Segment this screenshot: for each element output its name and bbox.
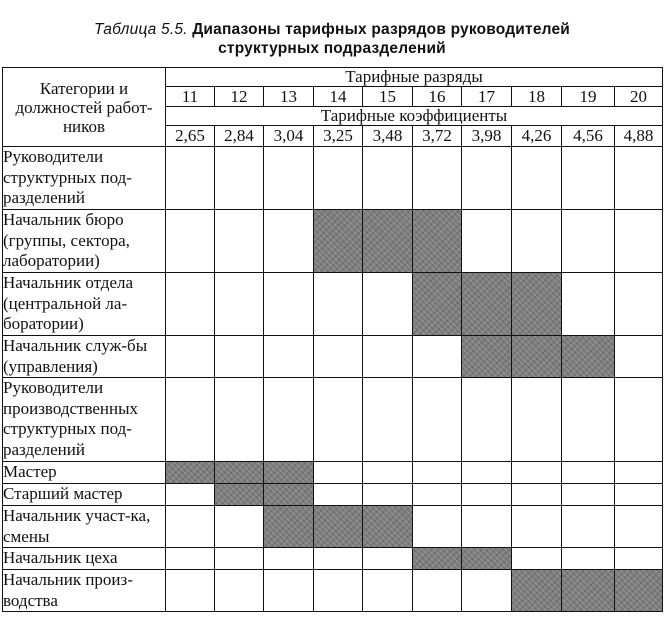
grade-range-cell	[166, 462, 215, 484]
role-label: Начальник цеха	[3, 548, 166, 570]
coefficient-grade-13: 3,04	[264, 126, 314, 147]
grade-cell	[462, 570, 512, 612]
grade-cell	[512, 378, 562, 462]
grade-cell	[562, 548, 615, 570]
grade-cell	[166, 273, 215, 336]
grade-cell	[166, 147, 215, 210]
grade-cell	[314, 484, 363, 506]
grade-cell	[562, 210, 615, 273]
coefficients-header: Тарифные коэффициенты	[166, 107, 663, 126]
grade-cell	[314, 462, 363, 484]
grade-cell	[462, 378, 512, 462]
grade-cell	[562, 378, 615, 462]
table-row	[3, 506, 663, 548]
grade-cell	[363, 548, 413, 570]
grade-cell	[363, 484, 413, 506]
grade-range-cell	[363, 506, 413, 548]
grade-cell	[462, 147, 512, 210]
grade-cell	[562, 506, 615, 548]
grade-cell	[363, 570, 413, 612]
grade-cell	[413, 506, 462, 548]
grade-cell	[615, 336, 663, 378]
grade-cell	[215, 336, 264, 378]
grade-range-cell	[413, 273, 462, 336]
table-row	[3, 336, 663, 378]
grades-header: Тарифные разряды	[166, 68, 663, 87]
grade-cell	[615, 548, 663, 570]
grade-cell	[462, 484, 512, 506]
coefficient-grade-12: 2,84	[215, 126, 264, 147]
grade-cell	[413, 570, 462, 612]
grade-cell	[264, 147, 314, 210]
grade-range-cell	[264, 506, 314, 548]
grade-cell	[615, 210, 663, 273]
grade-cell	[562, 147, 615, 210]
grade-cell	[314, 378, 363, 462]
grade-cell	[215, 147, 264, 210]
grade-cell	[615, 273, 663, 336]
grade-cell	[166, 378, 215, 462]
grade-cell	[562, 484, 615, 506]
grade-cell	[166, 484, 215, 506]
grade-cell	[363, 462, 413, 484]
grade-cell	[413, 462, 462, 484]
corner-header: Категории и должностей работ-ников	[3, 68, 166, 147]
grade-cell	[166, 336, 215, 378]
grade-range-cell	[314, 506, 363, 548]
grade-range-cell	[413, 210, 462, 273]
grade-cell	[615, 506, 663, 548]
role-label: Начальник бюро (группы, сектора, лаборатории)	[3, 210, 166, 273]
table-title-line-2: структурных подразделений	[218, 40, 446, 57]
coefficient-grade-20: 4,88	[615, 126, 663, 147]
grade-17: 17	[462, 87, 512, 107]
grade-cell	[615, 147, 663, 210]
grade-range-cell	[215, 462, 264, 484]
table-row	[3, 147, 663, 210]
grade-cell	[166, 548, 215, 570]
grade-cell	[314, 570, 363, 612]
grade-cell	[166, 570, 215, 612]
table-body	[3, 147, 663, 612]
table-row	[3, 273, 663, 336]
grade-range-cell	[264, 462, 314, 484]
grade-20: 20	[615, 87, 663, 107]
role-label: Старший мастер	[3, 484, 166, 506]
table-row	[3, 484, 663, 506]
grade-cell	[512, 210, 562, 273]
grade-cell	[264, 273, 314, 336]
coefficient-grade-14: 3,25	[314, 126, 363, 147]
coefficient-grade-15: 3,48	[363, 126, 413, 147]
grade-cell	[264, 336, 314, 378]
role-label: Мастер	[3, 462, 166, 484]
grade-cell	[215, 273, 264, 336]
grade-range-cell	[413, 548, 462, 570]
grade-cell	[215, 506, 264, 548]
grade-cell	[413, 378, 462, 462]
grade-12: 12	[215, 87, 264, 107]
grade-cell	[512, 548, 562, 570]
table-row	[3, 570, 663, 612]
grade-cell	[615, 378, 663, 462]
grade-cell	[314, 147, 363, 210]
grade-cell	[264, 378, 314, 462]
grade-cell	[363, 147, 413, 210]
role-label: Начальник служ-бы (управления)	[3, 336, 166, 378]
table-row	[3, 548, 663, 570]
grade-cell	[264, 570, 314, 612]
grade-range-cell	[512, 570, 562, 612]
grade-cell	[615, 484, 663, 506]
grade-cell	[215, 570, 264, 612]
grade-18: 18	[512, 87, 562, 107]
grade-cell	[512, 147, 562, 210]
grade-cell	[512, 506, 562, 548]
grade-cell	[314, 548, 363, 570]
grade-cell	[314, 273, 363, 336]
grade-cell	[264, 548, 314, 570]
grade-14: 14	[314, 87, 363, 107]
role-label: Начальник участ-ка, смены	[3, 506, 166, 548]
grade-cell	[562, 462, 615, 484]
grade-16: 16	[413, 87, 462, 107]
grade-cell	[413, 147, 462, 210]
caption-line-1	[0, 20, 664, 39]
coefficient-grade-18: 4,26	[512, 126, 562, 147]
grade-cell	[413, 336, 462, 378]
role-label: Руководители структурных под-разделений	[3, 147, 166, 210]
grade-range-cell	[562, 570, 615, 612]
grade-range-cell	[314, 210, 363, 273]
grade-19: 19	[562, 87, 615, 107]
grade-cell	[215, 210, 264, 273]
grade-range-cell	[562, 336, 615, 378]
coefficient-grade-17: 3,98	[462, 126, 512, 147]
coefficient-grade-19: 4,56	[562, 126, 615, 147]
tariff-grade-table	[2, 67, 663, 612]
grade-range-cell	[462, 548, 512, 570]
grade-15: 15	[363, 87, 413, 107]
grade-cell	[166, 210, 215, 273]
grade-cell	[264, 210, 314, 273]
grade-cell	[512, 462, 562, 484]
header-row-grades	[3, 68, 663, 87]
table-row	[3, 378, 663, 462]
role-label: Руководители производственных структурных под-разделений	[3, 378, 166, 462]
grade-range-cell	[215, 484, 264, 506]
table-row	[3, 210, 663, 273]
grade-cell	[363, 273, 413, 336]
role-label: Начальник произ-водства	[3, 570, 166, 612]
table-caption	[0, 20, 664, 58]
table-number: Таблица 5.5.	[93, 21, 188, 38]
grade-cell	[615, 462, 663, 484]
grade-cell	[512, 484, 562, 506]
grade-range-cell	[512, 273, 562, 336]
grade-range-cell	[615, 570, 663, 612]
grade-cell	[215, 548, 264, 570]
grade-range-cell	[512, 336, 562, 378]
grade-cell	[413, 484, 462, 506]
grade-cell	[314, 336, 363, 378]
role-label: Начальник отдела (центральной ла-боратории)	[3, 273, 166, 336]
coefficient-grade-16: 3,72	[413, 126, 462, 147]
table-row	[3, 462, 663, 484]
grade-range-cell	[462, 336, 512, 378]
grade-cell	[462, 210, 512, 273]
table-title-line-1: Диапазоны тарифных разрядов руководителей	[192, 21, 571, 38]
grade-cell	[363, 378, 413, 462]
grade-cell	[166, 506, 215, 548]
grade-11: 11	[166, 87, 215, 107]
grade-cell	[215, 378, 264, 462]
grade-range-cell	[462, 273, 512, 336]
grade-range-cell	[264, 484, 314, 506]
grade-13: 13	[264, 87, 314, 107]
grade-cell	[363, 336, 413, 378]
grade-cell	[462, 506, 512, 548]
grade-cell	[562, 273, 615, 336]
grade-cell	[462, 462, 512, 484]
coefficient-grade-11: 2,65	[166, 126, 215, 147]
grade-range-cell	[363, 210, 413, 273]
